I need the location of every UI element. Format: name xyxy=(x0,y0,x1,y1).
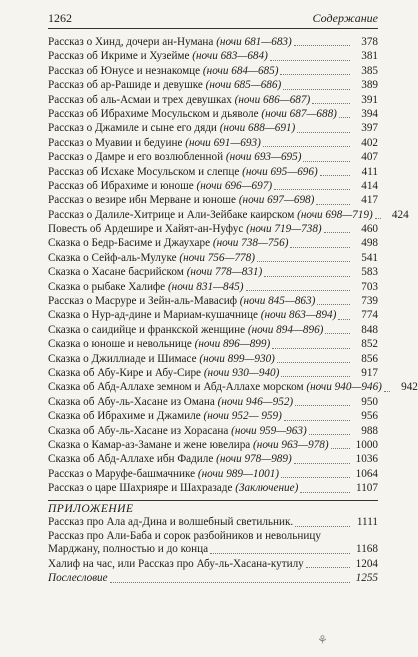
entry-title: Рассказ о везире ибн Мерване и юноше xyxy=(48,194,237,207)
entry-nights: (ночи 698—719) xyxy=(297,208,373,221)
toc-entry xyxy=(48,438,378,452)
appendix-heading: ПРИЛОЖЕНИЕ xyxy=(48,502,134,515)
entry-page: 852 xyxy=(361,338,378,351)
leader-dots xyxy=(277,362,350,363)
toc-entry xyxy=(48,409,378,423)
entry-page: 703 xyxy=(361,280,378,293)
toc-entry-afterword xyxy=(48,571,378,585)
toc-entry xyxy=(48,179,378,193)
leader-dots xyxy=(284,420,350,421)
toc-list xyxy=(48,35,418,496)
entry-nights: (ночи 686—687) xyxy=(234,93,311,106)
entry-title: Сказка о рыбаке Халифе xyxy=(48,280,166,293)
entry-page: 397 xyxy=(361,122,378,135)
entry-title: Повесть об Ардешире и Хайят-ан-Нуфус xyxy=(48,223,244,236)
toc-entry xyxy=(48,265,378,279)
entry-page: 1168 xyxy=(356,543,378,556)
leader-dots xyxy=(331,448,350,449)
leader-dots xyxy=(306,567,350,568)
toc-entry xyxy=(48,481,378,495)
leader-dots xyxy=(339,117,350,118)
entry-nights: (ночи 695—696) xyxy=(242,165,318,178)
entry-title: Рассказ о Масруре и Зейн-аль-Мавасиф xyxy=(48,295,237,308)
leader-dots xyxy=(300,492,350,493)
entry-page: 988 xyxy=(361,424,378,437)
entry-page: 381 xyxy=(361,50,378,63)
entry-page: 942 xyxy=(401,381,418,394)
entry-page: 583 xyxy=(361,266,378,279)
entry-page: 498 xyxy=(361,237,378,250)
entry-nights: (ночи 946—952) xyxy=(217,395,294,408)
toc-entry xyxy=(48,193,378,207)
toc-entry xyxy=(48,64,378,78)
entry-nights: (ночи 688—691) xyxy=(219,122,296,135)
leader-dots xyxy=(303,161,350,162)
leader-dots xyxy=(316,204,350,205)
entry-title: Сказка о Нур-ад-дине и Мариам-кушачнице xyxy=(48,309,258,322)
toc-entry xyxy=(48,35,378,49)
entry-page: 856 xyxy=(361,352,378,365)
entry-nights: (ночи 831—845) xyxy=(167,280,244,293)
entry-page: 1204 xyxy=(355,557,378,570)
entry-nights: (ночи 896—899) xyxy=(194,338,271,351)
entry-title: Сказка об Ибрахиме и Джамиле xyxy=(48,410,201,423)
entry-page: 402 xyxy=(361,136,378,149)
leader-dots xyxy=(295,405,350,406)
entry-page: 385 xyxy=(361,64,378,77)
entry-nights: (ночи 683—684) xyxy=(192,50,268,63)
entry-title: Рассказ об Икриме и Хузейме xyxy=(48,50,190,63)
leader-dots xyxy=(281,376,350,377)
toc-entry xyxy=(48,136,378,150)
entry-title: Сказка о Джиллиаде и Шимасе xyxy=(48,352,197,365)
entry-title: Рассказ об Ибрахиме и юноше xyxy=(48,179,194,192)
leader-dots xyxy=(280,74,350,75)
entry-page: 1064 xyxy=(355,467,378,480)
entry-page: 1000 xyxy=(355,438,378,451)
entry-nights: (ночи 756—778) xyxy=(179,251,255,264)
toc-entry xyxy=(48,208,409,222)
leader-dots xyxy=(210,553,350,554)
entry-nights: (ночи 978—989) xyxy=(216,453,292,466)
entry-title: Сказка о Бедр-Басиме и Джаухаре xyxy=(48,237,211,250)
leader-dots xyxy=(309,434,350,435)
entry-page: 417 xyxy=(361,194,378,207)
entry-nights: (ночи 738—756) xyxy=(212,237,289,250)
entry-title: Сказка о Хасане басрийском xyxy=(48,266,184,279)
entry-page: 541 xyxy=(361,251,378,264)
entry-page: 774 xyxy=(361,309,378,322)
toc-entry xyxy=(48,352,378,366)
entry-nights: (ночи 696—697) xyxy=(196,179,273,192)
entry-title: Рассказ о Хинд, дочери ан-Нумана xyxy=(48,35,214,48)
toc-entry xyxy=(48,452,378,466)
entry-nights: (ночи 697—698) xyxy=(238,194,315,207)
entry-page: 950 xyxy=(361,395,378,408)
entry-page: 378 xyxy=(361,35,378,48)
toc-entry xyxy=(48,308,378,322)
entry-title: Сказка об Абд-Аллахе земном и Абд-Аллахе морском xyxy=(48,381,304,394)
entry-title: Рассказ об Исхаке Мосульском и слепце xyxy=(48,165,240,178)
toc-page xyxy=(48,10,418,650)
toc-entry xyxy=(48,49,378,63)
entry-nights: (ночи 930—940) xyxy=(203,366,280,379)
entry-page: 1036 xyxy=(355,453,378,466)
entry-page: 391 xyxy=(361,93,378,106)
entry-nights: (ночи 719—738) xyxy=(246,223,322,236)
entry-title: Рассказ об ар-Рашиде и девушке xyxy=(48,79,203,92)
entry-nights: (ночи 684—685) xyxy=(202,64,279,77)
leader-dots xyxy=(110,582,350,583)
entry-title: Послесловие xyxy=(48,572,108,585)
entry-nights: (ночи 687—688) xyxy=(261,107,337,120)
entry-title: Рассказ о Далиле-Хитрице и Али-Зейбаке каирском xyxy=(48,208,295,221)
toc-entry xyxy=(48,236,378,250)
entry-page: 407 xyxy=(361,151,378,164)
leader-dots xyxy=(281,477,350,478)
section-title: Содержание xyxy=(312,11,378,25)
page-number: 1262 xyxy=(48,11,72,25)
toc-entry xyxy=(48,251,378,265)
leader-dots xyxy=(320,175,350,176)
entry-page: 389 xyxy=(361,79,378,92)
entry-title: Рассказ о Джамиле и сыне его дяди xyxy=(48,122,217,135)
entry-page: 1255 xyxy=(355,572,378,585)
entry-nights: (ночи 963—978) xyxy=(253,438,329,451)
leader-dots xyxy=(290,247,350,248)
entry-nights: (ночи 685—686) xyxy=(205,79,282,92)
entry-title: Рассказ об Юнусе и незнакомце xyxy=(48,64,201,77)
entry-page: 1111 xyxy=(356,516,378,529)
entry-page: 739 xyxy=(361,295,378,308)
entry-nights: (ночи 959—963) xyxy=(231,424,307,437)
entry-nights: (ночи 863—894) xyxy=(260,309,337,322)
toc-entry xyxy=(48,467,378,481)
entry-title: Халиф на час, или Рассказ про Абу-ль-Хасана-кутилу xyxy=(48,557,304,570)
leader-dots xyxy=(325,333,350,334)
entry-title: Сказка о Сейф-аль-Мулуке xyxy=(48,251,177,264)
entry-nights: (ночи 778—831) xyxy=(186,266,263,279)
leader-dots xyxy=(263,146,350,147)
entry-nights: (ночи 693—695) xyxy=(225,151,302,164)
entry-nights: (ночи 894—896) xyxy=(247,323,324,336)
toc-entry xyxy=(48,93,378,107)
entry-nights: (ночи 989—1001) xyxy=(197,467,280,480)
entry-nights: (Заключение) xyxy=(235,482,299,495)
toc-entry-ali-baba xyxy=(48,530,378,557)
leader-dots xyxy=(257,261,350,262)
leader-dots xyxy=(294,463,350,464)
toc-entry-aladdin xyxy=(48,516,378,530)
toc-entry xyxy=(48,280,378,294)
leader-dots xyxy=(317,304,350,305)
leader-dots xyxy=(246,290,351,291)
entry-page: 414 xyxy=(361,179,378,192)
entry-title: Рассказ об Ибрахиме Мосульском и дьяволе xyxy=(48,107,259,120)
entry-title: Сказка о юноше и невольнице xyxy=(48,338,192,351)
leader-dots xyxy=(338,319,350,320)
entry-page: 917 xyxy=(361,366,378,379)
entry-nights: (ночи 940—946) xyxy=(306,381,382,394)
leader-dots xyxy=(384,391,390,392)
toc-entry xyxy=(48,78,378,92)
leader-dots xyxy=(312,103,350,104)
entry-title: Рассказ о Дамре и его возлюбленной xyxy=(48,151,224,164)
toc-entry xyxy=(48,121,378,135)
toc-entry xyxy=(48,380,418,394)
entry-nights: (ночи 952— 959) xyxy=(203,410,282,423)
entry-title: Рассказ об аль-Асмаи и трех девушках xyxy=(48,93,232,106)
toc-entry xyxy=(48,337,378,351)
entry-nights: (ночи 681—683) xyxy=(216,35,292,48)
leader-dots xyxy=(283,89,350,90)
entry-page: 1107 xyxy=(356,482,378,495)
leader-dots xyxy=(297,132,350,133)
running-header xyxy=(48,10,378,29)
entry-page: 394 xyxy=(361,107,378,120)
toc-entry xyxy=(48,395,378,409)
entry-title: Рассказ о царе Шахрияре и Шахразаде xyxy=(48,482,233,495)
entry-page: 424 xyxy=(391,208,409,221)
entry-title: Рассказ о Маруфе-башмачнике xyxy=(48,467,196,480)
entry-title-line2: Марджану, полностью и до конца xyxy=(48,543,209,556)
toc-entry xyxy=(48,366,378,380)
toc-entry xyxy=(48,107,378,121)
appendix-section xyxy=(48,500,378,586)
ornament-icon: ⚘ xyxy=(317,633,328,647)
toc-entry-caliph xyxy=(48,557,378,571)
leader-dots xyxy=(375,218,381,219)
toc-entry xyxy=(48,165,378,179)
entry-nights: (ночи 691—693) xyxy=(185,136,261,149)
leader-dots xyxy=(270,60,350,61)
entry-page: 956 xyxy=(361,410,378,423)
entry-nights: (ночи 899—930) xyxy=(199,352,275,365)
entry-title-line1: Рассказ про Али-Баба и сорок разбойников и невольницу xyxy=(48,529,321,542)
toc-entry xyxy=(48,323,378,337)
entry-nights: (ночи 845—863) xyxy=(239,295,316,308)
toc-entry xyxy=(48,424,378,438)
entry-title: Рассказ о Муавии и бедуине xyxy=(48,136,183,149)
entry-title: Сказка об Абу-ль-Хасане из Хорасана xyxy=(48,424,229,437)
entry-page: 848 xyxy=(361,323,378,336)
entry-title: Сказка об Абу-ль-Хасане из Омана xyxy=(48,395,215,408)
entry-title: Сказка о Камар-аз-Замане и жене ювелира xyxy=(48,438,251,451)
leader-dots xyxy=(272,348,350,349)
toc-entry xyxy=(48,150,378,164)
entry-title: Рассказ про Ала ад-Дина и волшебный светильник. xyxy=(48,516,294,529)
leader-dots xyxy=(274,189,350,190)
entry-page: 460 xyxy=(361,223,378,236)
leader-dots xyxy=(294,45,350,46)
entry-title: Сказка об Абд-Аллахе ибн Фадиле xyxy=(48,453,214,466)
leader-dots xyxy=(295,526,350,527)
entry-page: 411 xyxy=(361,165,378,178)
leader-dots xyxy=(264,276,350,277)
entry-title: Сказка об Абу-Кире и Абу-Сире xyxy=(48,366,202,379)
toc-entry xyxy=(48,222,378,236)
entry-title: Сказка о саидийце и франкской женщине xyxy=(48,323,246,336)
toc-entry xyxy=(48,294,378,308)
leader-dots xyxy=(324,232,350,233)
